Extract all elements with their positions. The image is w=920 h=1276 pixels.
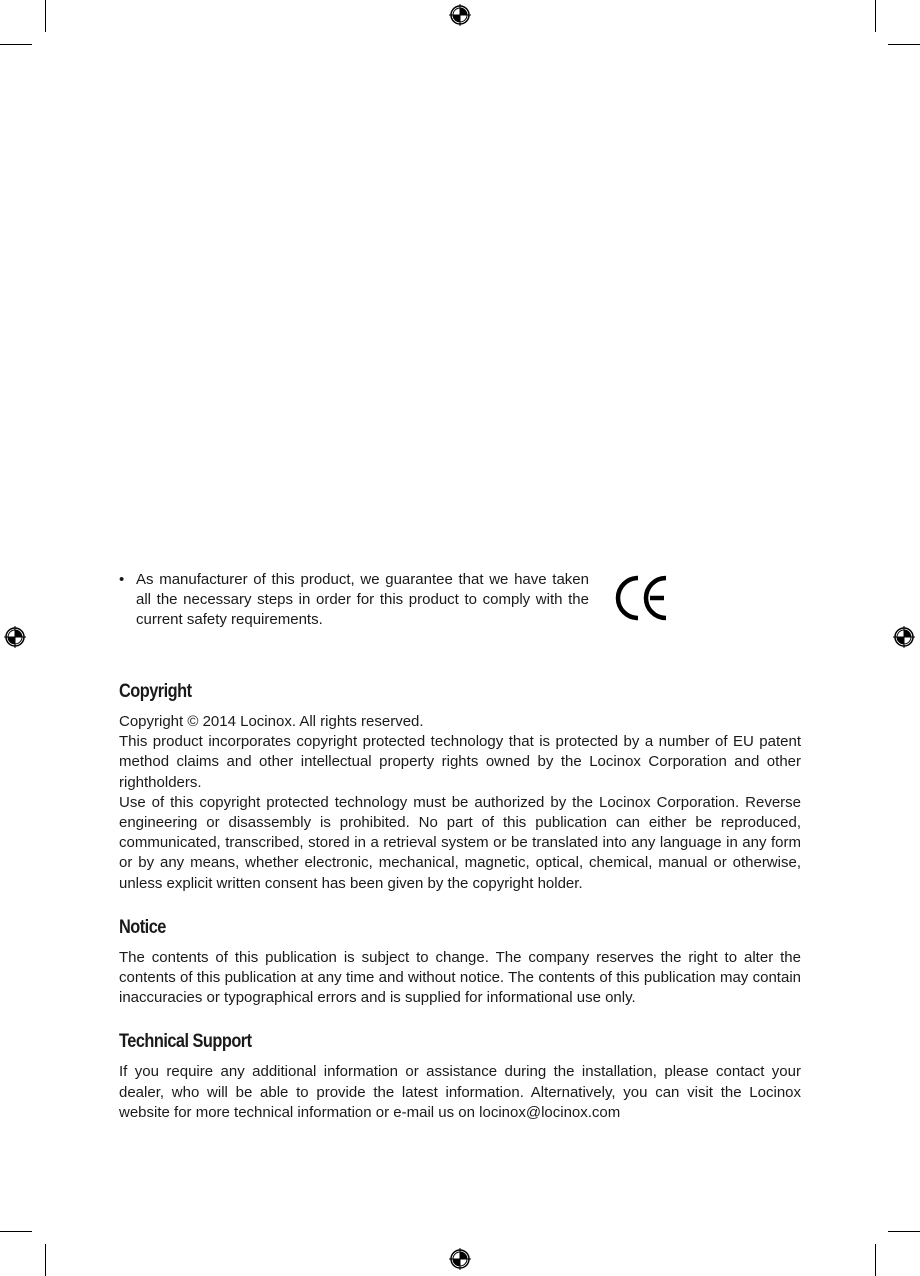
registration-mark-icon	[449, 4, 471, 26]
registration-mark-icon	[449, 1248, 471, 1270]
crop-mark-top-left-vertical	[45, 0, 46, 32]
crop-mark-top-right-vertical	[875, 0, 876, 32]
crop-mark-bottom-left-vertical	[45, 1244, 46, 1276]
notice-section	[119, 916, 801, 1009]
notice-paragraph: The contents of this publication is subject to change. The company reserves the right to alter the contents of this publication at any time and without notice. The contents of this publication may contain inaccuracies or typographical errors and is supplied for informational use only.	[119, 948, 801, 1007]
copyright-paragraph-2: Use of this copyright protected technology must be authorized by the Locinox Corporation. Reverse engineering or disassembly is prohibited. No part of this publication can either be reproduced, communicated, transcribed, stored in a retrieval system or be translated into any language in any form or by any means, whether electronic, mechanical, magnetic, optical, chemical, manual or otherwise, unless explicit written consent has been given by the copyright holder.	[119, 793, 801, 892]
copyright-line: Copyright © 2014 Locinox. All rights reserved.	[119, 713, 424, 730]
technical-support-section	[119, 1030, 801, 1123]
copyright-section	[119, 680, 801, 894]
crop-mark-bottom-right-horizontal	[888, 1231, 920, 1232]
ce-notice-text: As manufacturer of this product, we guarantee that we have taken all the necessary steps in order for this product to comply with the current safety requirements.	[136, 571, 589, 628]
technical-support-paragraph: If you require any additional information or assistance during the installation, please contact your dealer, who will be able to provide the latest information. Alternatively, you can visit the Locinox website for more technical information or e-mail us on locinox@locinox.com	[119, 1063, 801, 1121]
crop-mark-top-right-horizontal	[888, 44, 920, 45]
ce-notice-bullet-item	[119, 570, 589, 630]
crop-mark-top-left-horizontal	[0, 44, 32, 45]
copyright-heading: Copyright	[119, 681, 192, 702]
copyright-paragraph-1: This product incorporates copyright protected technology that is protected by a number of EU patent method claims and other intellectual property rights owned by the Locinox Corporation and other rightholders.	[119, 733, 801, 791]
registration-mark-icon	[4, 626, 26, 648]
crop-mark-bottom-left-horizontal	[0, 1231, 32, 1232]
technical-support-heading: Technical Support	[119, 1031, 252, 1053]
crop-mark-bottom-right-vertical	[875, 1244, 876, 1276]
notice-heading: Notice	[119, 916, 166, 938]
ce-mark-icon	[612, 574, 670, 622]
legal-content	[119, 680, 801, 1145]
ce-notice	[119, 570, 589, 630]
bullet-point: •	[119, 571, 125, 588]
registration-mark-icon	[893, 626, 915, 648]
